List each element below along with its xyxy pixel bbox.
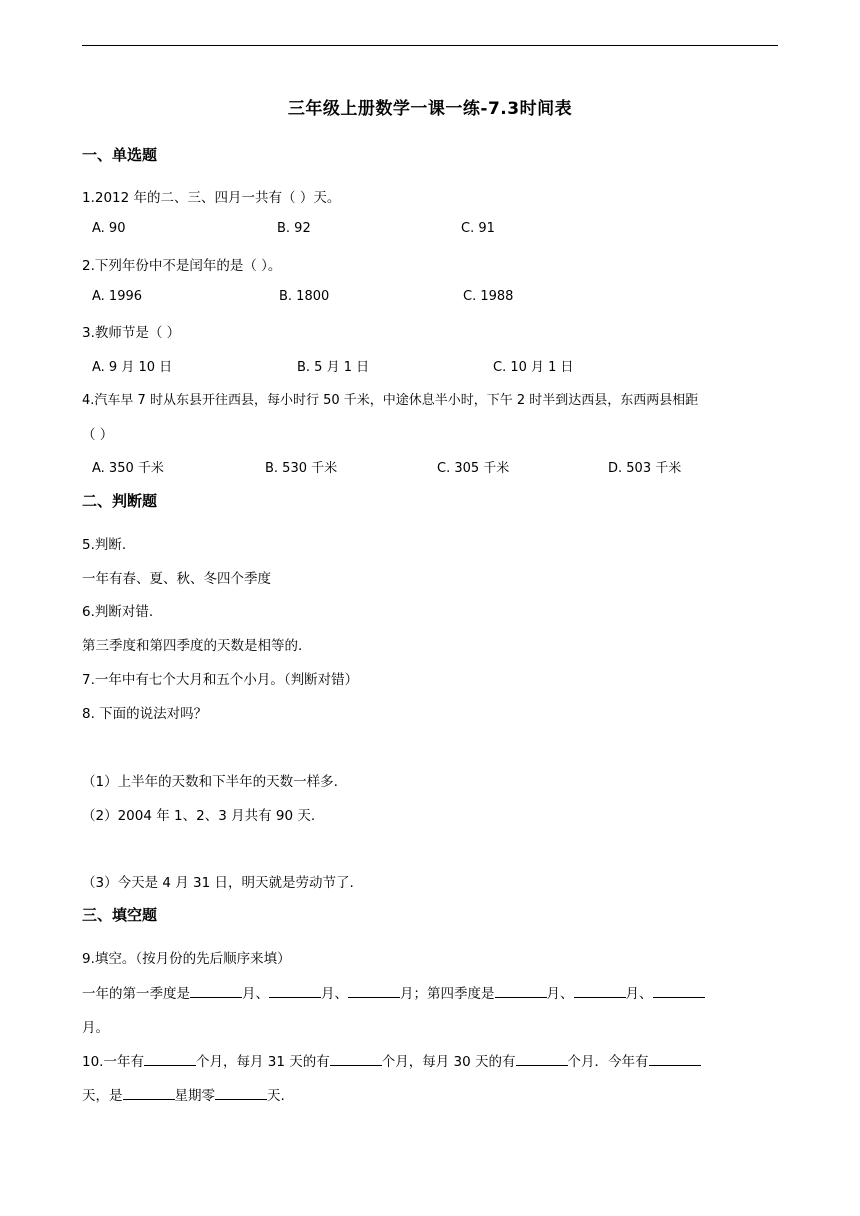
q9-text-part: 月、 xyxy=(625,986,653,1002)
question-4-line-2: （ ） xyxy=(82,427,114,443)
answer-blank[interactable] xyxy=(215,1085,267,1100)
q4-option-a: A. 350 千米 xyxy=(92,461,164,476)
question-10-line-2 xyxy=(82,1084,285,1104)
q1-option-c: C. 91 xyxy=(461,221,495,236)
answer-blank[interactable] xyxy=(269,983,321,998)
question-8-item-2: （2）2004 年 1、2、3 月共有 90 天. xyxy=(82,808,316,824)
question-4-line-1: 4.汽车早 7 时从东县开往西县，每小时行 50 千米，中途休息半小时，下午 2 时半到达西县，东西两县相距 xyxy=(82,393,699,408)
question-7: 7.一年中有七个大月和五个小月。（判断对错） xyxy=(82,672,359,688)
answer-blank[interactable] xyxy=(348,983,400,998)
section-heading-true-false: 二、判断题 xyxy=(82,492,158,510)
answer-blank[interactable] xyxy=(495,983,547,998)
answer-blank[interactable] xyxy=(190,983,242,998)
q4-option-b: B. 530 千米 xyxy=(265,461,338,476)
answer-blank[interactable] xyxy=(649,1051,701,1066)
q10-text-part: 个月，每月 31 天的有 xyxy=(195,1054,330,1070)
q3-option-c: C. 10 月 1 日 xyxy=(493,360,574,375)
q1-option-a: A. 90 xyxy=(92,221,126,236)
answer-blank[interactable] xyxy=(516,1051,568,1066)
question-10-line-1 xyxy=(82,1050,701,1070)
q9-text-part: 一年的第一季度是 xyxy=(82,986,190,1002)
q3-option-b: B. 5 月 1 日 xyxy=(297,360,370,375)
answer-blank[interactable] xyxy=(574,983,626,998)
question-8-item-1: （1）上半年的天数和下半年的天数一样多. xyxy=(82,774,338,790)
answer-blank[interactable] xyxy=(144,1051,196,1066)
q10-text-part: 星期零 xyxy=(174,1088,215,1104)
q4-option-c: C. 305 千米 xyxy=(437,461,510,476)
question-2: 2.下列年份中不是闰年的是（ ）。 xyxy=(82,258,282,274)
q10-text-part: 个月，每月 30 天的有 xyxy=(381,1054,516,1070)
answer-blank[interactable] xyxy=(653,983,705,998)
header-rule xyxy=(82,45,778,46)
page-title: 三年级上册数学一课一练-7.3时间表 xyxy=(287,99,573,119)
q4-option-d: D. 503 千米 xyxy=(608,461,682,476)
section-heading-fill-blank: 三、填空题 xyxy=(82,906,158,924)
q9-text-part: 月；第四季度是 xyxy=(400,986,495,1002)
q10-text-part: 天. xyxy=(267,1088,285,1104)
question-1: 1.2012 年的二、三、四月一共有（ ）天。 xyxy=(82,190,341,206)
question-3: 3.教师节是（ ） xyxy=(82,325,181,341)
answer-blank[interactable] xyxy=(330,1051,382,1066)
q10-text-part: 天，是 xyxy=(82,1088,123,1104)
answer-blank[interactable] xyxy=(123,1085,175,1100)
q10-text-part: 10.一年有 xyxy=(82,1054,144,1070)
q10-text-part: 个月．今年有 xyxy=(567,1054,649,1070)
q2-option-a: A. 1996 xyxy=(92,289,143,304)
q2-option-b: B. 1800 xyxy=(279,289,330,304)
q1-option-b: B. 92 xyxy=(277,221,311,236)
q9-text-part: 月、 xyxy=(546,986,574,1002)
section-heading-single-choice: 一、单选题 xyxy=(82,146,158,164)
question-6-statement: 第三季度和第四季度的天数是相等的. xyxy=(82,638,303,654)
question-8: 8. 下面的说法对吗？ xyxy=(82,706,208,722)
question-9: 9.填空。（按月份的先后顺序来填） xyxy=(82,951,291,967)
question-9-line-1 xyxy=(82,982,705,1002)
question-5: 5.判断. xyxy=(82,537,127,553)
question-5-statement: 一年有春、夏、秋、冬四个季度 xyxy=(82,571,271,587)
q2-option-c: C. 1988 xyxy=(463,289,514,304)
question-6: 6.判断对错. xyxy=(82,604,154,620)
question-8-item-3: （3）今天是 4 月 31 日，明天就是劳动节了. xyxy=(82,875,354,891)
q9-text-part: 月、 xyxy=(321,986,348,1002)
q9-text-part: 月、 xyxy=(242,986,269,1002)
q3-option-a: A. 9 月 10 日 xyxy=(92,360,173,375)
question-9-line-2: 月。 xyxy=(82,1020,109,1036)
